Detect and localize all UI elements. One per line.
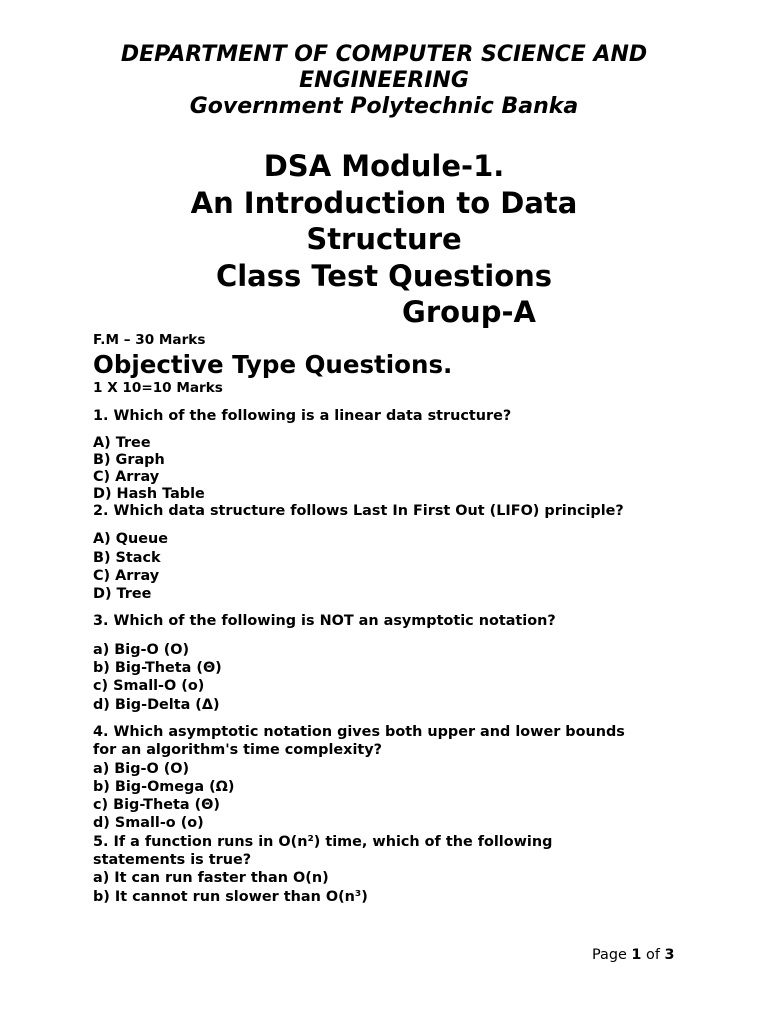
question-5-line-2: statements is true? — [93, 852, 252, 869]
option-item: a) Big-O (O) — [93, 760, 190, 777]
question-4-line-1: 4. Which asymptotic notation gives both upper and lower bounds — [93, 723, 625, 740]
page-number-footer — [592, 946, 674, 964]
page-word: Page — [592, 947, 627, 963]
option-item: b) It cannot run slower than O(n³) — [93, 888, 368, 905]
option-item: c) Big-Theta (Θ) — [93, 797, 220, 814]
question-2: 2. Which data structure follows Last In First Out (LIFO) principle? — [93, 503, 624, 520]
option-item: a) Big-O (O) — [93, 641, 190, 658]
question-4-line-2: for an algorithm's time complexity? — [93, 742, 382, 759]
question-3: 3. Which of the following is NOT an asymptotic notation? — [93, 613, 556, 630]
option-item: D) Tree — [93, 586, 152, 603]
option-item: b) Big-Omega (Ω) — [93, 778, 235, 795]
current-page: 1 — [631, 947, 642, 963]
option-item: A) Tree — [93, 435, 151, 452]
question-1: 1. Which of the following is a linear data structure? — [93, 408, 512, 424]
option-item: d) Small-o (o) — [93, 815, 204, 832]
question-5-line-1: 5. If a function runs in O(n²) time, which of the following — [93, 833, 553, 850]
group-label: Group-A — [402, 295, 536, 330]
option-item: C) Array — [93, 567, 160, 584]
full-marks: F.M – 30 Marks — [93, 332, 206, 348]
of-word: of — [646, 947, 660, 963]
question-1-options — [93, 435, 693, 503]
option-item: C) Array — [93, 469, 160, 486]
institute-name: Government Polytechnic Banka — [189, 94, 579, 119]
question-5-options — [93, 869, 693, 906]
option-item: A) Queue — [93, 531, 168, 548]
total-pages: 3 — [664, 947, 675, 963]
question-2-options — [93, 530, 693, 603]
department-line-1: DEPARTMENT OF COMPUTER SCIENCE AND — [120, 42, 648, 67]
department-header — [0, 42, 768, 120]
option-item: b) Big-Theta (Θ) — [93, 660, 222, 677]
title-line-4: Class Test Questions — [215, 258, 553, 293]
title-line-3: Structure — [306, 222, 462, 257]
option-item: c) Small-O (o) — [93, 678, 205, 695]
department-line-2: ENGINEERING — [299, 68, 469, 93]
title-line-1: DSA Module-1. — [263, 149, 505, 183]
question-3-options — [93, 641, 693, 714]
document-title — [0, 148, 768, 331]
option-item: d) Big-Delta (Δ) — [93, 696, 220, 713]
option-item: a) It can run faster than O(n) — [93, 870, 329, 887]
question-4-options — [93, 760, 693, 833]
title-line-2: An Introduction to Data — [190, 185, 578, 220]
option-item: D) Hash Table — [93, 486, 205, 503]
option-item: B) Graph — [93, 452, 165, 469]
option-item: B) Stack — [93, 549, 161, 566]
question-content — [93, 331, 693, 906]
section-marks: 1 X 10=10 Marks — [93, 380, 223, 396]
section-heading: Objective Type Questions. — [93, 350, 453, 379]
